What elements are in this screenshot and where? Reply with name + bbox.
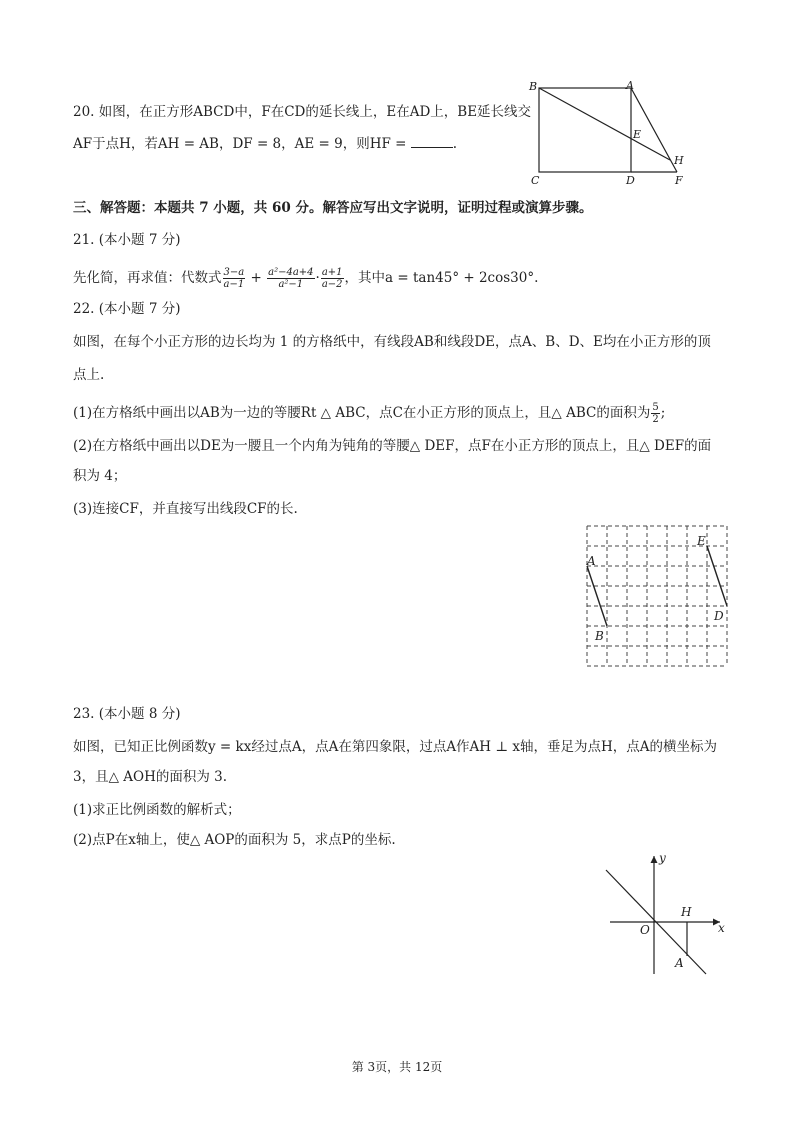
q22-part1-frac-den: 2 xyxy=(652,414,659,425)
label-h-point: H xyxy=(681,905,692,919)
q21-frac-1-den: a−1 xyxy=(223,279,245,290)
q23-figure xyxy=(600,848,735,978)
label-d: D xyxy=(626,174,635,187)
q21-plus: + xyxy=(250,270,262,286)
q21-frac-3-num: a+1 xyxy=(321,267,343,278)
q20-line1: 20. 如图，在正方形ABCD中，F在CD的延长线上，E在AD上，BE延长线交 xyxy=(73,104,532,120)
axis-label-y: y xyxy=(659,851,666,865)
label-h: H xyxy=(674,154,684,167)
q21-frac-2-num: a²−4a+4 xyxy=(268,267,314,278)
q21-frac-1 xyxy=(223,267,246,290)
q22-part1-end: ; xyxy=(660,405,666,421)
q23-line2: 3，且△ AOH的面积为 3. xyxy=(73,769,228,785)
q22-header: 22. (本小题 7 分) xyxy=(73,301,181,317)
q22-grid-figure xyxy=(580,520,735,675)
q20-line2 xyxy=(73,135,457,153)
q21-text-pre: 先化简，再求值：代数式 xyxy=(73,270,222,286)
q20-line2-text: AF于点H，若AH = AB，DF = 8，AE = 9，则HF = xyxy=(73,136,407,152)
q21-frac-2-den: a²−1 xyxy=(278,279,304,290)
segment-de xyxy=(707,546,727,606)
q23-header: 23. (本小题 8 分) xyxy=(73,706,181,722)
q23-part1: (1)求正比例函数的解析式； xyxy=(73,802,241,818)
q21-frac-3 xyxy=(321,267,344,290)
label-origin: O xyxy=(640,923,650,937)
grid-label-e: E xyxy=(697,534,706,548)
grid-lines xyxy=(587,526,727,666)
q21-text-post: ，其中a = tan45° + 2cos30°. xyxy=(344,270,539,286)
q22-part3: (3)连接CF，并直接写出线段CF的长. xyxy=(73,501,298,517)
q23-line1: 如图，已知正比例函数y = kx经过点A，点A在第四象限，过点A作AH ⊥ x轴，垂足为点H，点A的横坐标为 xyxy=(73,739,717,755)
q20-line2-end: . xyxy=(452,136,458,152)
q22-part1-frac-num: 5 xyxy=(652,402,659,413)
label-b: B xyxy=(529,80,538,93)
label-c: C xyxy=(531,174,540,187)
q22-line1: 如图，在每个小正方形的边长均为 1 的方格纸中，有线段AB和线段DE，点A、B、D、E均在小正方形的顶 xyxy=(73,334,711,350)
q20-answer-blank xyxy=(411,135,453,148)
grid-label-a: A xyxy=(587,554,596,568)
q21-frac-1-num: 3−a xyxy=(223,267,245,278)
square-abcd xyxy=(539,88,631,172)
label-a: A xyxy=(626,79,634,92)
q22-part1 xyxy=(73,400,665,426)
q22-part1-frac xyxy=(651,402,659,425)
q21-dot: · xyxy=(315,270,320,286)
axis-label-x: x xyxy=(718,921,725,935)
label-f: F xyxy=(675,174,683,187)
q22-part2-line1: (2)在方格纸中画出以DE为一腰且一个内角为钝角的等腰△ DEF，点F在小正方形的顶点上，且△ DEF的面 xyxy=(73,438,712,454)
section-3-heading: 三、解答题：本题共 7 小题，共 60 分。解答应写出文字说明，证明过程或演算步骤。 xyxy=(73,200,593,216)
q20-figure xyxy=(525,78,700,190)
q21-header: 21. (本小题 7 分) xyxy=(73,232,181,248)
label-e: E xyxy=(633,128,642,141)
q21-frac-2 xyxy=(267,267,314,290)
q22-part1-text: (1)在方格纸中画出以AB为一边的等腰Rt △ ABC，点C在小正方形的顶点上，且△ ABC的面积为 xyxy=(73,405,651,421)
q22-line2: 点上. xyxy=(73,367,105,383)
q22-part2-line2: 积为 4； xyxy=(73,468,127,484)
grid-label-b: B xyxy=(595,629,604,643)
segment-ab xyxy=(587,566,607,626)
q23-part2: (2)点P在x轴上，使△ AOP的面积为 5，求点P的坐标. xyxy=(73,832,396,848)
grid-label-d: D xyxy=(714,609,724,623)
page-footer: 第 3页，共 12页 xyxy=(351,1060,443,1074)
q21-expression xyxy=(73,265,538,291)
label-a-point: A xyxy=(675,956,684,970)
q21-frac-3-den: a−2 xyxy=(321,279,343,290)
